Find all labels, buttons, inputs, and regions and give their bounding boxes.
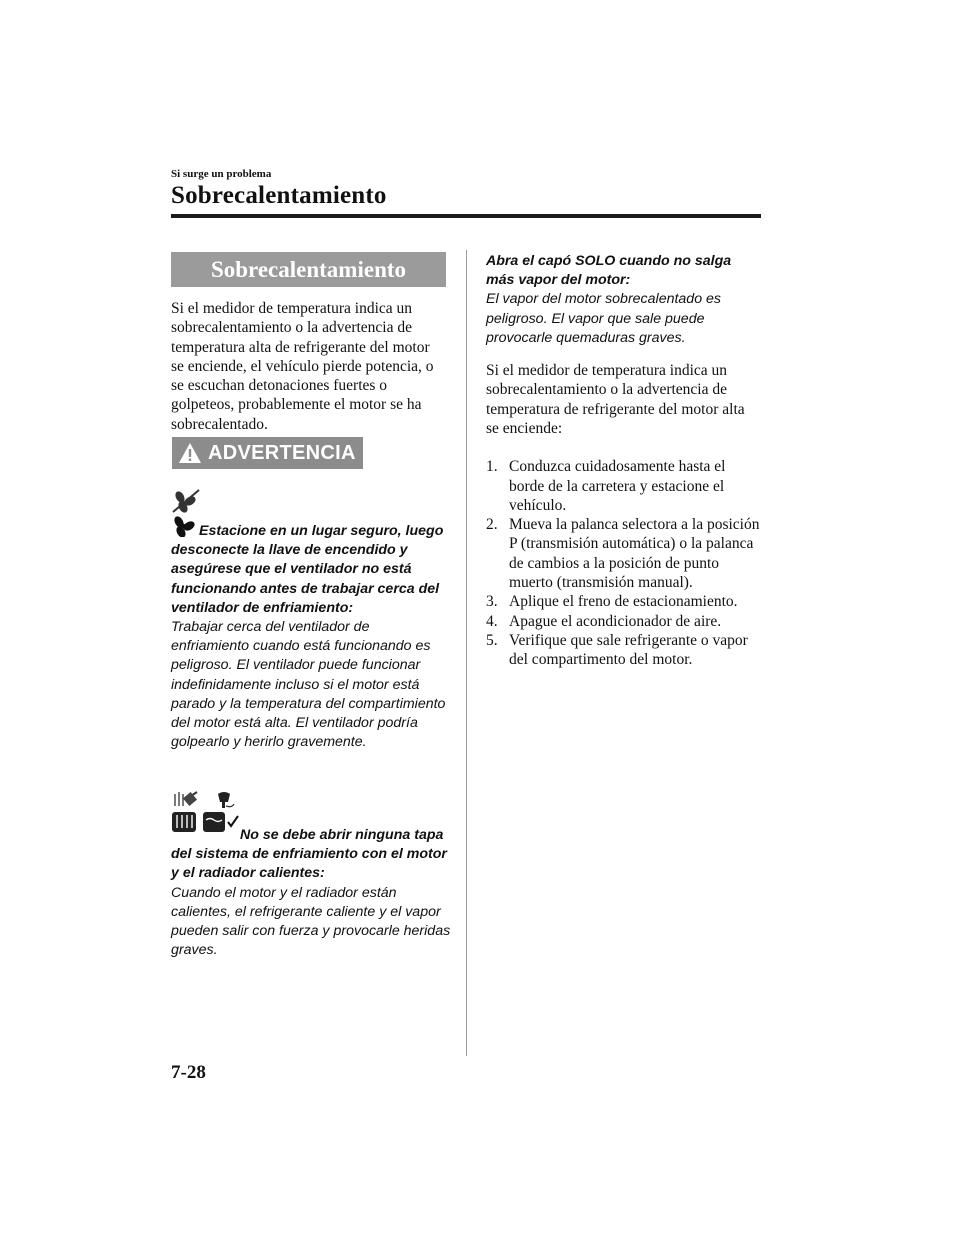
page-title: Sobrecalentamiento <box>171 182 387 209</box>
list-item: 3. Aplique el freno de estacionamiento. <box>486 593 738 611</box>
list-item: 5. Verifique que sale refrigerante o vapor del compartimento del motor. <box>486 631 748 669</box>
section-label: Si surge un problema <box>171 168 272 180</box>
list-item: 2. Mueva la palanca selectora a la posición P (transmisión automática) o la palanca de cambios a la posición de punto muerto (transmisión manual). <box>486 516 760 591</box>
warning-block-radiator <box>171 826 451 960</box>
left-column <box>171 252 446 434</box>
warning-badge <box>172 437 363 469</box>
header-rule <box>171 214 761 218</box>
warning-heading-steam: Abra el capó SOLO cuando no salga más vapor del motor: <box>486 253 732 289</box>
page-number: 7-28 <box>171 1062 206 1083</box>
right-column <box>486 252 761 669</box>
warning-body-steam: El vapor del motor sobrecalentado es peligroso. El vapor que sale puede provocarle quemaduras graves. <box>486 291 722 346</box>
warning-heading-radiator: No se debe abrir ninguna tapa del sistema de enfriamiento con el motor y el radiador calientes: <box>171 827 447 882</box>
list-item: 4. Apague el acondicionador de aire. <box>486 612 722 630</box>
warning-triangle-icon <box>178 442 202 464</box>
intro-paragraph: Si el medidor de temperatura indica un sobrecalentamiento o la advertencia de temperatura alta de refrigerante del motor se enciende, el vehículo pierde potencia, o se escuchan detonaciones fuertes o golpeteos, probablemente el motor se ha sobrecalentado. <box>171 300 434 433</box>
warning-body-fan: Trabajar cerca del ventilador de enfriamiento cuando está funcionando es peligroso. El ventilador puede funcionar indefinidamente incluso si el motor está parado y la temperatura del compartimiento del motor está alta. El ventilador podría golpearlo y herirlo gravemente. <box>171 619 446 751</box>
column-divider <box>466 250 467 1056</box>
procedure-steps <box>486 457 761 669</box>
warning-body-radiator: Cuando el motor y el radiador están calientes, el refrigerante caliente y el vapor pueden salir con fuerza y provocarle heridas graves. <box>171 884 451 959</box>
warning-block-fan <box>171 522 451 752</box>
section-title-bar: Sobrecalentamiento <box>171 252 446 287</box>
warning-label: ADVERTENCIA <box>208 441 356 464</box>
warning-heading-fan: Estacione en un lugar seguro, luego desconecte la llave de encendido y asegúrese que el ventilador no está funcionando antes de trabajar cerca del ventilador de enfriamiento: <box>171 523 444 616</box>
procedure-intro: Si el medidor de temperatura indica un sobrecalentamiento o la advertencia de temperatura de refrigerante del motor alta se enciende: <box>486 362 745 437</box>
list-item: 1. Conduzca cuidadosamente hasta el borde de la carretera y estacione el vehículo. <box>486 458 726 514</box>
